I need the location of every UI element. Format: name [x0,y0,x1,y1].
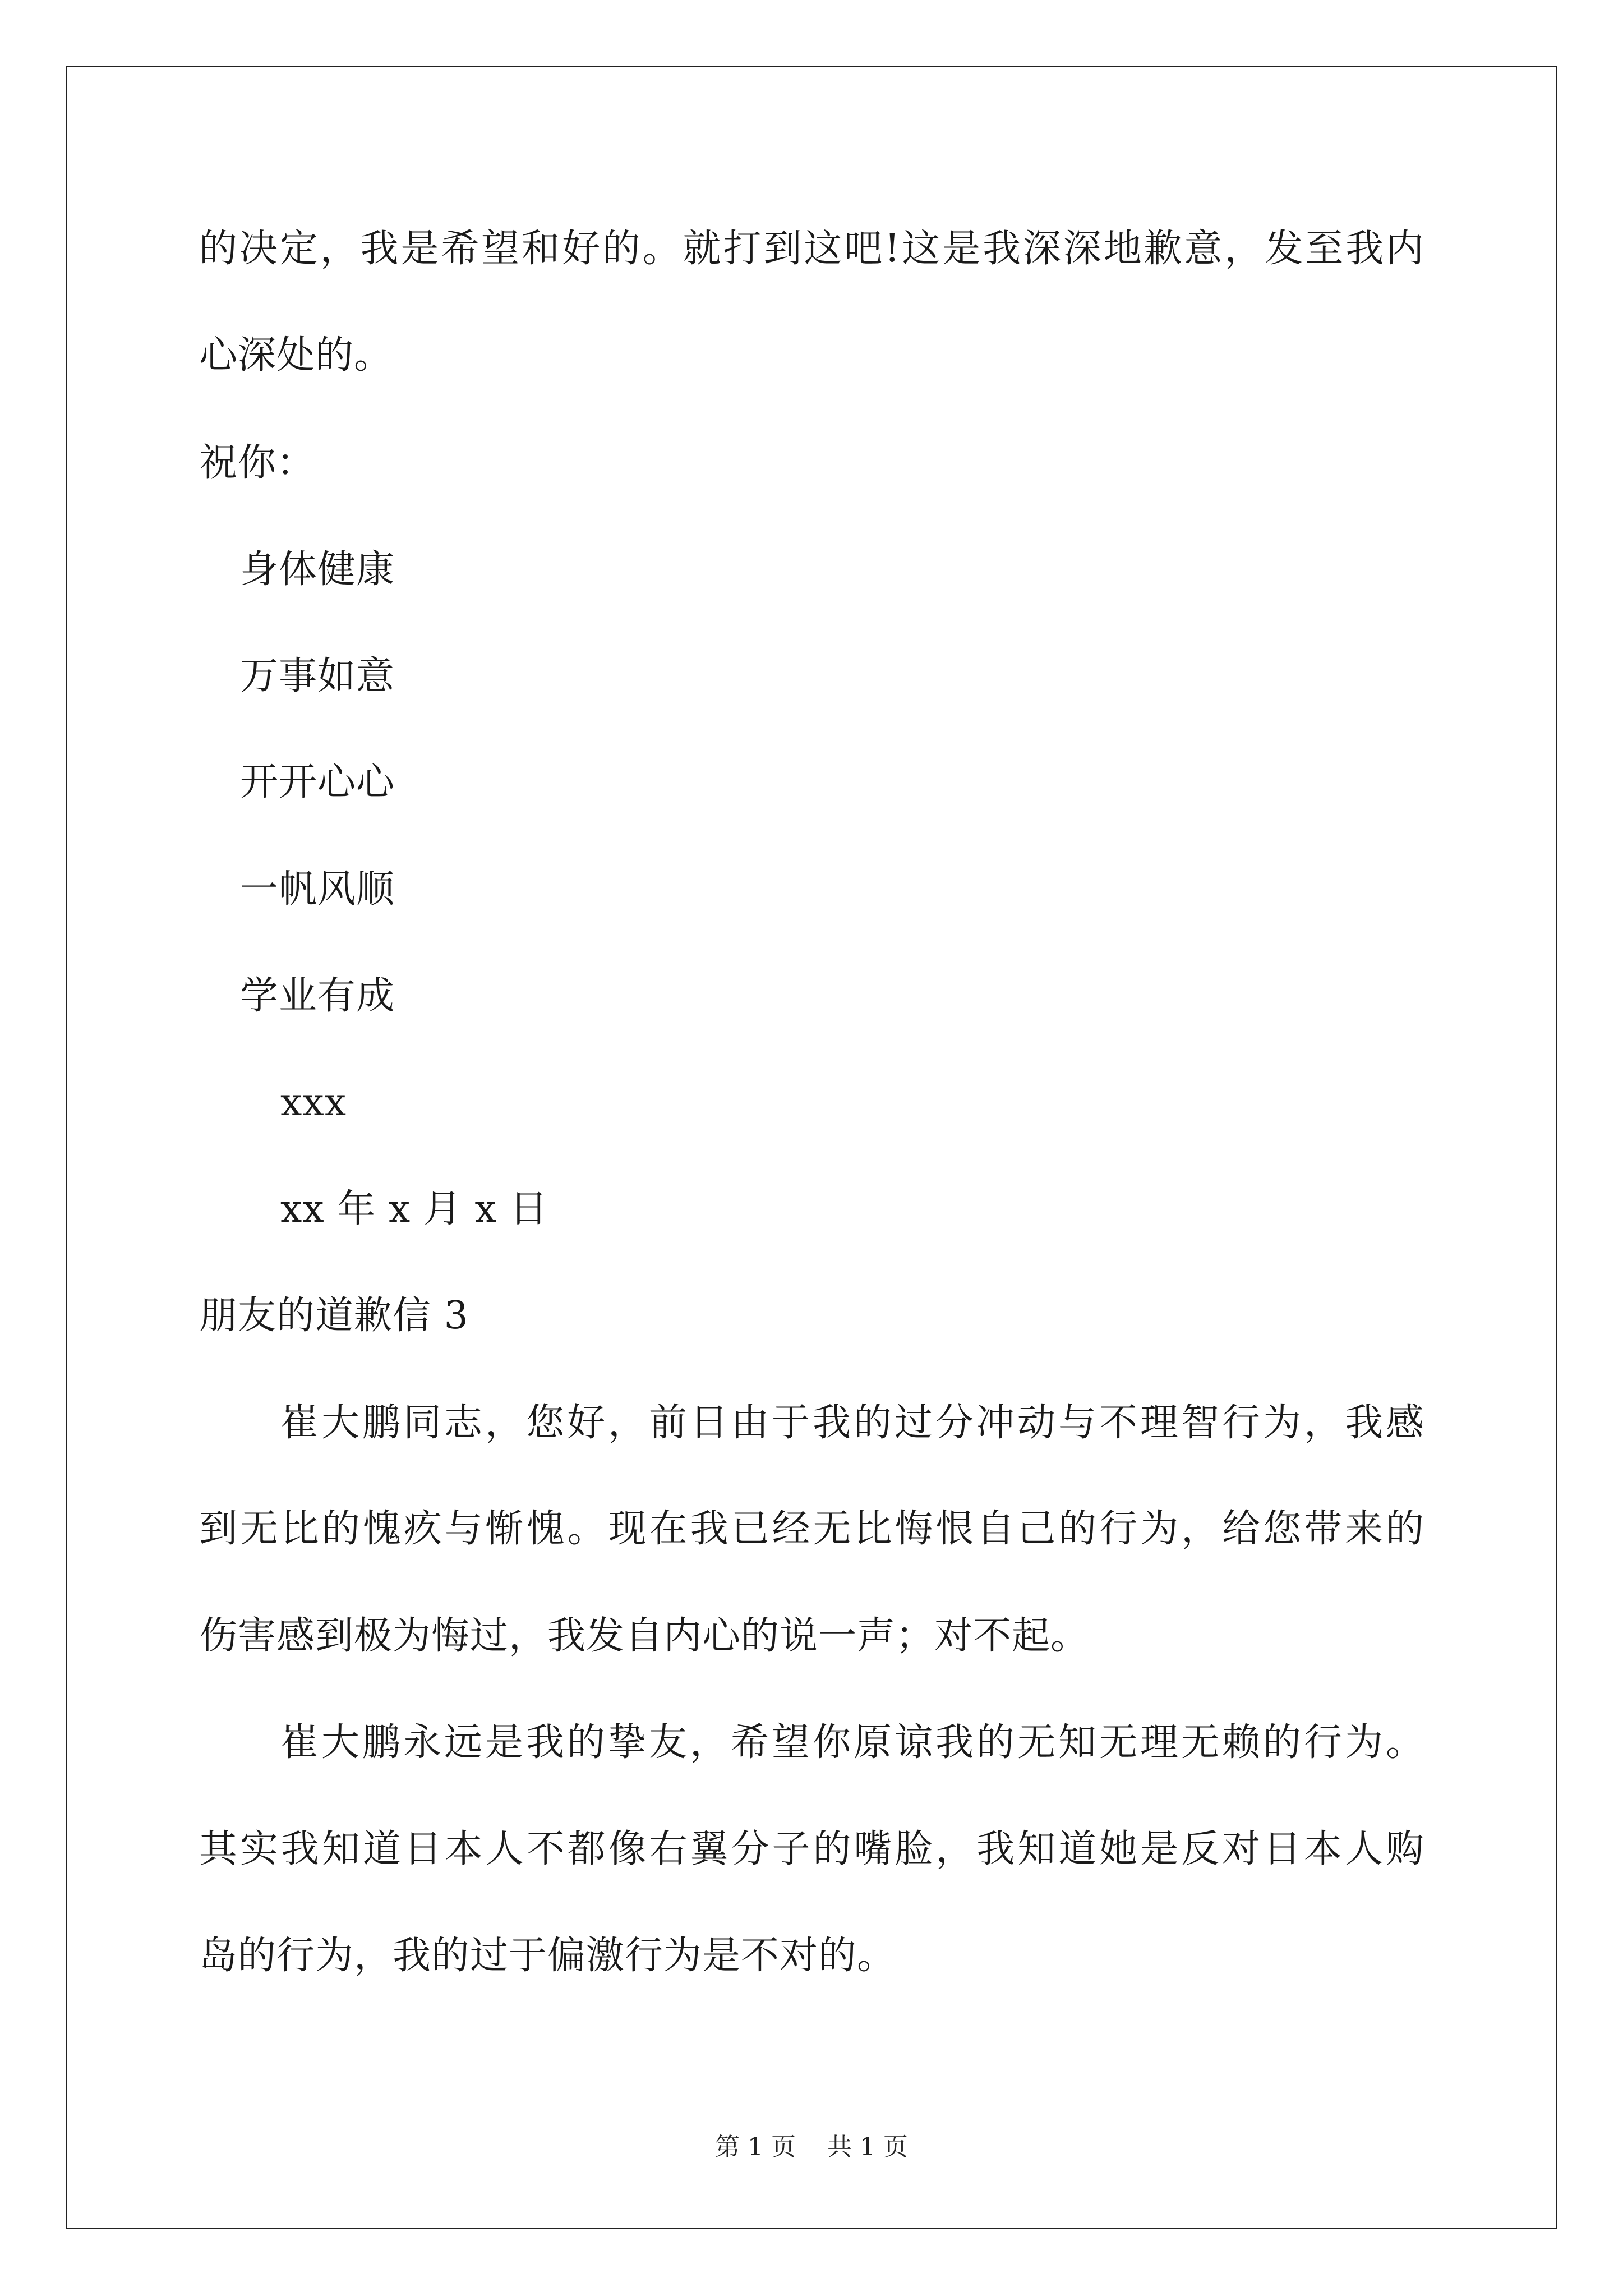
page-total: 共 1 页 [827,2133,908,2161]
section-title: 朋友的道歉信 3 [199,1294,469,1338]
wish-item: 开开心心 [240,760,395,804]
salutation: 祝你： [199,441,316,485]
date-line: xx 年 x 月 x 日 [280,1187,548,1231]
text-line: 崔大鹏同志，您好，前日由于我的过分冲动与不理智行为，我感 [280,1401,1424,1445]
text-line: 到无比的愧疚与惭愧。现在我已经无比悔恨自己的行为，给您带来的 [199,1507,1424,1551]
text-line: 其实我知道日本人不都像右翼分子的嘴脸，我知道她是反对日本人购 [199,1827,1424,1871]
wish-item: 一帆风顺 [240,867,395,912]
wish-item: 万事如意 [240,654,395,698]
text-line: 岛的行为，我的过于偏激行为是不对的。 [199,1934,896,1978]
wish-item: 学业有成 [240,974,395,1018]
text-line: 心深处的。 [199,333,393,378]
page-footer [0,2132,1623,2163]
text-line: 伤害感到极为悔过，我发自内心的说一声；对不起。 [199,1614,1090,1658]
text-line: 的决定，我是希望和好的。就打到这吧!这是我深深地歉意，发至我内 [199,227,1424,271]
text-line: 崔大鹏永远是我的挚友，希望你原谅我的无知无理无赖的行为。 [280,1720,1424,1765]
page-border [66,66,1557,2229]
page-number: 第 1 页 [715,2133,796,2161]
wish-item: 身体健康 [240,547,395,592]
signature: xxx [280,1080,347,1125]
